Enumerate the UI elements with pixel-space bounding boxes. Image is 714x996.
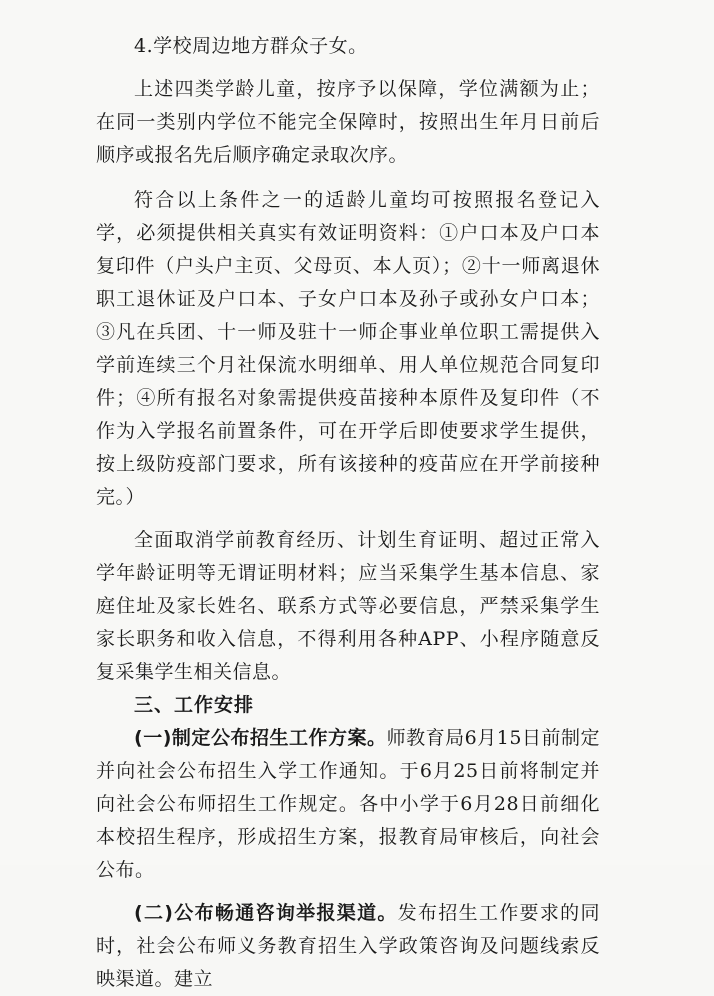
- paragraph-item-4: 4.学校周边地方群众子女。: [134, 35, 368, 57]
- subsection-text-plan: 师教育局6月15日前制定并向社会公布招生入学工作通知。于6月25日前将制定并向社会公布师招生工作规定。各中小学于6月28日前细化本校招生程序，形成招生方案，报教育局审核后，向社会公布。: [96, 727, 600, 881]
- paragraph-cancel-materials: 全面取消学前教育经历、计划生育证明、超过正常入学年龄证明等无谓证明材料；应当采集学生基本信息、家庭住址及家长姓名、联系方式等必要信息，严禁采集学生家长职务和收入信息，不得利用各种APP、小程序随意反复采集学生相关信息。: [96, 529, 600, 683]
- paragraph-priority-rule: 上述四类学龄儿童，按序予以保障，学位满额为止；在同一类别内学位不能完全保障时，按照出生年月日前后顺序或报名先后顺序确定录取次序。: [96, 78, 600, 166]
- paragraph-plan-publication: [96, 722, 600, 887]
- subsection-title-plan: (一)制定公布招生工作方案。: [134, 727, 387, 749]
- section-heading-work-arrangement: 三、工作安排: [134, 694, 255, 716]
- document-body: [96, 30, 600, 996]
- subsection-title-channels: (二)公布畅通咨询举报渠道。: [134, 902, 398, 924]
- paragraph-consultation-channels: [96, 897, 600, 996]
- subsection-text-channels: 发布招生工作要求的同时，社会公布师义务教育招生入学政策咨询及问题线索反映渠道。建立: [96, 902, 600, 990]
- paragraph-required-materials: 符合以上条件之一的适龄儿童均可按照报名登记入学，必须提供相关真实有效证明资料：①户口本及户口本复印件（户头户主页、父母页、本人页）；②十一师离退休职工退休证及户口本、子女户口本及孙子或孙女户口本；③凡在兵团、十一师及驻十一师企事业单位职工需提供入学前连续三个月社保流水明细单、用人单位规范合同复印件；④所有报名对象需提供疫苗接种本原件及复印件（不作为入学报名前置条件，可在开学后即使要求学生提供，按上级防疫部门要求，所有该接种的疫苗应在开学前接种完。）: [96, 189, 600, 508]
